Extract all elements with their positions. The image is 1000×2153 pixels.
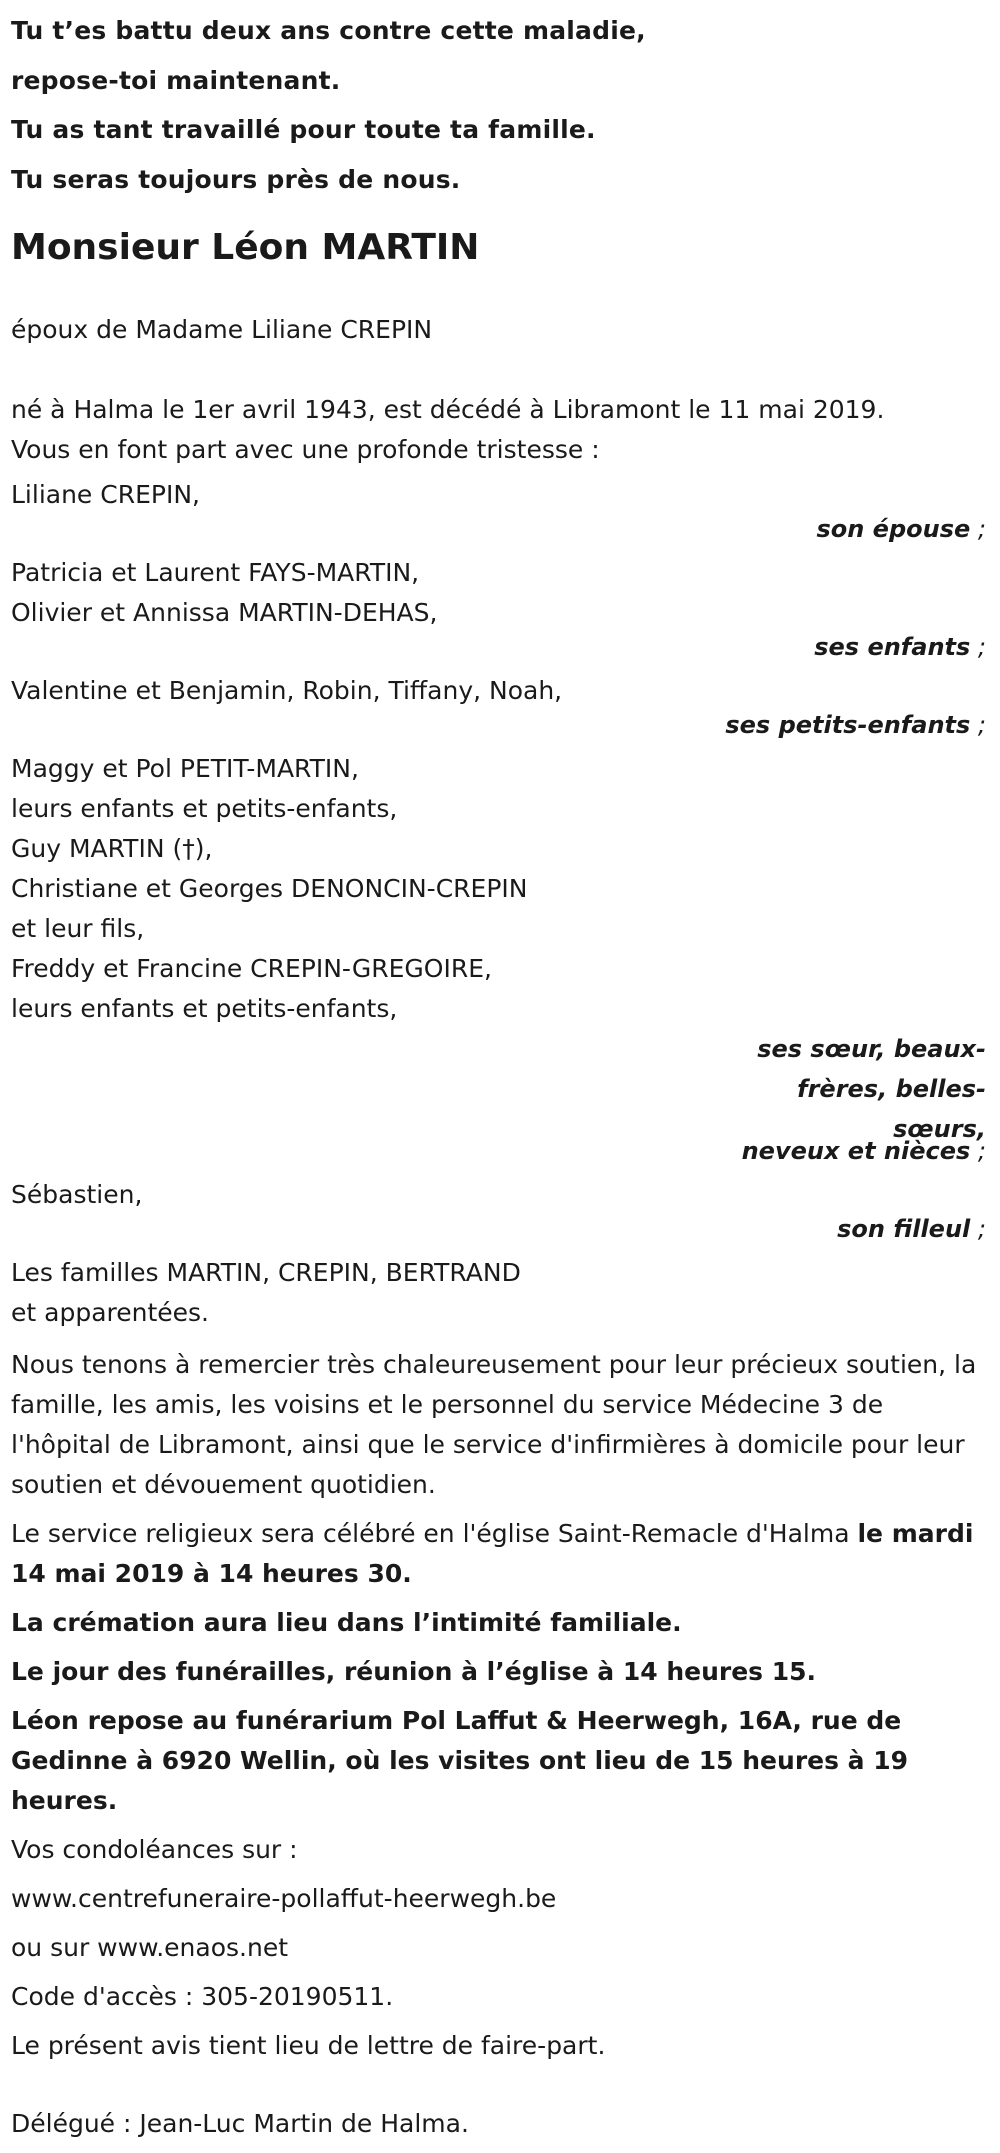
family-group-siblings	[11, 749, 986, 1163]
relation-label	[11, 713, 986, 737]
birth-death-line: né à Halma le 1er avril 1943, est décédé à Libramont le 11 mai 2019.	[11, 395, 885, 424]
spouse-line: époux de Madame Liliane CREPIN	[11, 315, 433, 344]
relation-semicolon: ;	[970, 515, 986, 543]
poem-line: repose-toi maintenant.	[11, 65, 341, 95]
family-list	[11, 475, 986, 1333]
family-member: Freddy et Francine CREPIN-GREGOIRE,	[11, 954, 492, 983]
relation-text: ses petits-enfants	[725, 711, 971, 739]
relation-text: son épouse	[816, 515, 971, 543]
relation-text: son filleul	[837, 1215, 971, 1243]
access-code: Code d'accès : 305-20190511.	[11, 1982, 394, 2011]
family-member: Liliane CREPIN,	[11, 480, 200, 509]
cremation-line: La crémation aura lieu dans l’intimité familiale.	[11, 1608, 682, 1637]
family-member: et apparentées.	[11, 1298, 209, 1327]
relation-semicolon: ;	[970, 633, 986, 661]
relation-label	[11, 635, 986, 659]
relation-label	[741, 1029, 986, 1163]
deceased-name: Monsieur Léon MARTIN	[11, 227, 480, 268]
relation-label	[11, 517, 986, 541]
poem-line: Tu t’es battu deux ans contre cette maladie,	[11, 16, 646, 45]
family-member: leurs enfants et petits-enfants,	[11, 994, 398, 1023]
relation-text: ses enfants	[814, 633, 971, 661]
delegate-line: Délégué : Jean-Luc Martin de Halma.	[11, 2109, 469, 2138]
family-group-families	[11, 1253, 986, 1333]
poem-line: Tu seras toujours près de nous.	[11, 164, 461, 194]
family-member: Maggy et Pol PETIT-MARTIN,	[11, 754, 359, 783]
service-text: Le service religieux sera célébré en l'église Saint-Remacle d'Halma	[11, 1519, 858, 1548]
relation-semicolon: ;	[970, 711, 986, 739]
service-paragraph	[11, 1514, 986, 1594]
family-member: Les familles MARTIN, CREPIN, BERTRAND	[11, 1258, 521, 1287]
family-member: Valentine et Benjamin, Robin, Tiffany, Noah,	[11, 676, 563, 705]
relation-text: sœurs,	[893, 1115, 986, 1143]
family-member: Patricia et Laurent FAYS-MARTIN,	[11, 558, 420, 587]
family-member: Christiane et Georges DENONCIN-CREPIN	[11, 874, 528, 903]
family-member: et leur fils,	[11, 914, 145, 943]
website-alt-link[interactable]: ou sur www.enaos.net	[11, 1933, 289, 1962]
poem	[11, 6, 986, 204]
family-group-children	[11, 553, 986, 659]
family-member: leurs enfants et petits-enfants,	[11, 794, 398, 823]
obituary-notice	[11, 6, 986, 2153]
relation-text: frères, belles-	[797, 1075, 986, 1103]
thanks-paragraph: Nous tenons à remercier très chaleureusement pour leur précieux soutien, la famille, les amis, les voisins et le personnel du service Médecine 3 de l'hôpital de Libramont, ainsi que le service d'infirmières à domicile pour leur soutien et dévouement quotidien.	[11, 1350, 977, 1499]
service-date: le mardi 14 mai 2019 à 14 heures 30.	[11, 1519, 974, 1588]
condolences-label: Vos condoléances sur :	[11, 1835, 298, 1864]
website-link[interactable]: www.centrefuneraire-pollaffut-heerwegh.be	[11, 1884, 557, 1913]
relation-text: ses sœur, beaux-	[757, 1035, 986, 1063]
funerarium-paragraph: Léon repose au funérarium Pol Laffut & Heerwegh, 16A, rue de Gedinne à 6920 Wellin, où les visites ont lieu de 15 heures à 19 heures.	[11, 1706, 909, 1815]
reunion-line: Le jour des funérailles, réunion à l’église à 14 heures 15.	[11, 1657, 817, 1686]
relation-text: neveux et nièces	[741, 1137, 971, 1165]
family-member: Olivier et Annissa MARTIN-DEHAS,	[11, 598, 438, 627]
family-member: Guy MARTIN (†),	[11, 834, 213, 863]
relation-semicolon: ;	[970, 1137, 986, 1165]
relation-label	[11, 1217, 986, 1241]
family-group-grandchildren	[11, 671, 986, 737]
announcement-line: Vous en font part avec une profonde tristesse :	[11, 435, 600, 464]
poem-line: Tu as tant travaillé pour toute ta famille.	[11, 115, 596, 144]
family-member: Sébastien,	[11, 1180, 143, 1209]
family-group-spouse	[11, 475, 986, 541]
notice-line: Le présent avis tient lieu de lettre de faire-part.	[11, 2031, 606, 2060]
relation-semicolon: ;	[970, 1215, 986, 1243]
family-group-godson	[11, 1175, 986, 1241]
